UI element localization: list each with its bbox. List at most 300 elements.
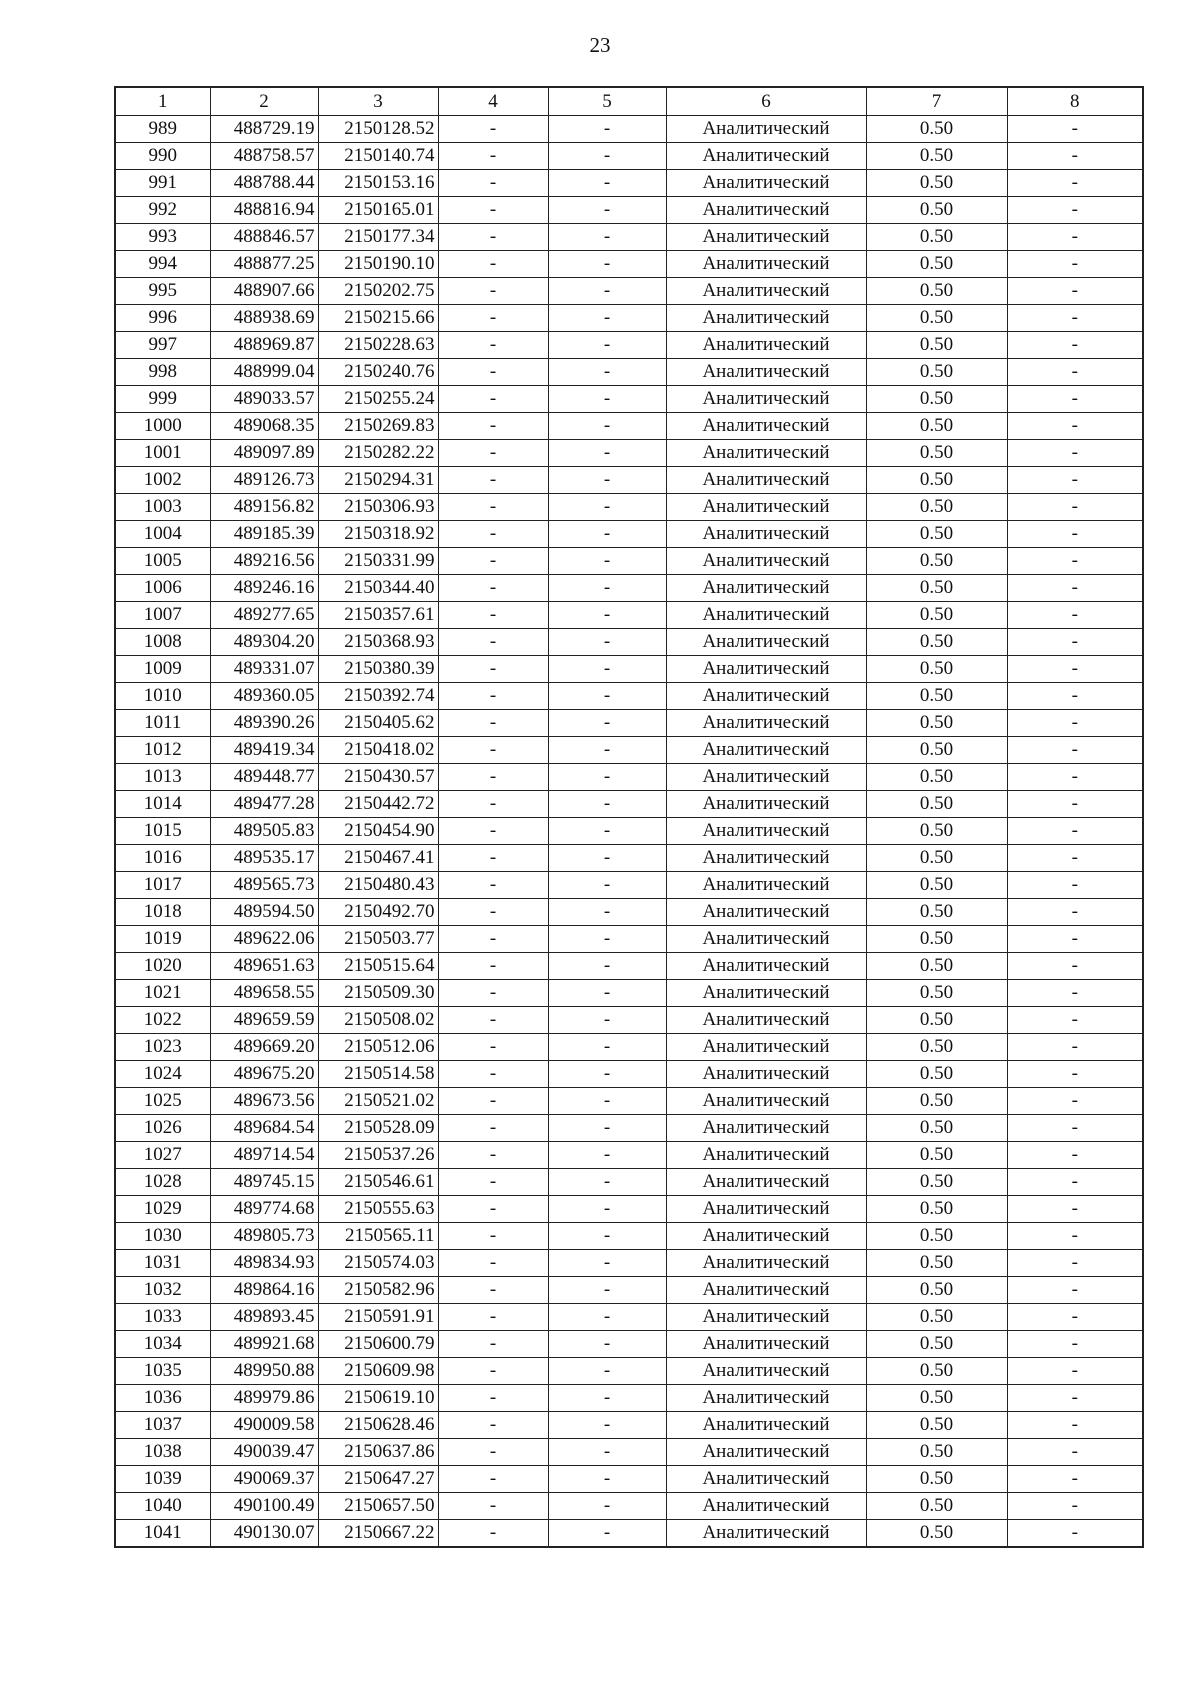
x-coordinate-cell: 489277.65 [210,602,318,629]
y-coordinate-cell: 2150619.10 [318,1385,438,1412]
x-coordinate-cell: 488729.19 [210,116,318,143]
col-4-value-cell: - [438,1277,548,1304]
col-5-value-cell: - [548,1466,666,1493]
col-4-value-cell: - [438,224,548,251]
table-row [115,1196,1143,1223]
point-number-cell: 1001 [115,440,210,467]
col-4-value-cell: - [438,1115,548,1142]
col-4-value-cell: - [438,548,548,575]
col-8-value-cell: - [1007,1520,1143,1548]
col-8-value-cell: - [1007,1439,1143,1466]
precision-cell: 0.50 [866,683,1007,710]
col-4-value-cell: - [438,1061,548,1088]
table-row [115,1331,1143,1358]
col-5-value-cell: - [548,1034,666,1061]
method-cell: Аналитический [666,1196,866,1223]
col-8-value-cell: - [1007,872,1143,899]
col-5-value-cell: - [548,413,666,440]
precision-cell: 0.50 [866,791,1007,818]
y-coordinate-cell: 2150574.03 [318,1250,438,1277]
col-4-value-cell: - [438,872,548,899]
method-cell: Аналитический [666,1088,866,1115]
col-8-value-cell: - [1007,548,1143,575]
col-4-value-cell: - [438,1331,548,1358]
table-row [115,1439,1143,1466]
col-5-value-cell: - [548,575,666,602]
column-header-2: 2 [210,87,318,116]
y-coordinate-cell: 2150509.30 [318,980,438,1007]
x-coordinate-cell: 489331.07 [210,656,318,683]
precision-cell: 0.50 [866,710,1007,737]
table-row [115,494,1143,521]
x-coordinate-cell: 488938.69 [210,305,318,332]
y-coordinate-cell: 2150565.11 [318,1223,438,1250]
col-8-value-cell: - [1007,143,1143,170]
col-5-value-cell: - [548,602,666,629]
y-coordinate-cell: 2150503.77 [318,926,438,953]
method-cell: Аналитический [666,548,866,575]
point-number-cell: 1015 [115,818,210,845]
col-5-value-cell: - [548,467,666,494]
point-number-cell: 1008 [115,629,210,656]
method-cell: Аналитический [666,1439,866,1466]
col-5-value-cell: - [548,899,666,926]
precision-cell: 0.50 [866,602,1007,629]
col-8-value-cell: - [1007,818,1143,845]
col-4-value-cell: - [438,332,548,359]
precision-cell: 0.50 [866,197,1007,224]
col-5-value-cell: - [548,1439,666,1466]
y-coordinate-cell: 2150255.24 [318,386,438,413]
col-4-value-cell: - [438,170,548,197]
col-5-value-cell: - [548,1304,666,1331]
method-cell: Аналитический [666,602,866,629]
table-row [115,1169,1143,1196]
precision-cell: 0.50 [866,305,1007,332]
y-coordinate-cell: 2150514.58 [318,1061,438,1088]
y-coordinate-cell: 2150528.09 [318,1115,438,1142]
precision-cell: 0.50 [866,737,1007,764]
col-5-value-cell: - [548,1223,666,1250]
col-8-value-cell: - [1007,1061,1143,1088]
column-header-5: 5 [548,87,666,116]
col-5-value-cell: - [548,1196,666,1223]
y-coordinate-cell: 2150480.43 [318,872,438,899]
point-number-cell: 1029 [115,1196,210,1223]
col-8-value-cell: - [1007,1169,1143,1196]
point-number-cell: 1038 [115,1439,210,1466]
y-coordinate-cell: 2150392.74 [318,683,438,710]
y-coordinate-cell: 2150240.76 [318,359,438,386]
col-5-value-cell: - [548,1088,666,1115]
method-cell: Аналитический [666,1277,866,1304]
method-cell: Аналитический [666,1304,866,1331]
point-number-cell: 1033 [115,1304,210,1331]
x-coordinate-cell: 489864.16 [210,1277,318,1304]
table-row [115,305,1143,332]
col-8-value-cell: - [1007,305,1143,332]
method-cell: Аналитический [666,521,866,548]
y-coordinate-cell: 2150667.22 [318,1520,438,1548]
y-coordinate-cell: 2150467.41 [318,845,438,872]
col-5-value-cell: - [548,683,666,710]
precision-cell: 0.50 [866,116,1007,143]
precision-cell: 0.50 [866,521,1007,548]
table-header [115,87,1143,116]
y-coordinate-cell: 2150454.90 [318,818,438,845]
table-row [115,413,1143,440]
col-4-value-cell: - [438,845,548,872]
precision-cell: 0.50 [866,332,1007,359]
x-coordinate-cell: 488907.66 [210,278,318,305]
col-8-value-cell: - [1007,710,1143,737]
table-row [115,1466,1143,1493]
col-8-value-cell: - [1007,899,1143,926]
table-row [115,278,1143,305]
precision-cell: 0.50 [866,1142,1007,1169]
method-cell: Аналитический [666,494,866,521]
col-8-value-cell: - [1007,737,1143,764]
col-8-value-cell: - [1007,521,1143,548]
method-cell: Аналитический [666,872,866,899]
table-row [115,1358,1143,1385]
table-row [115,1412,1143,1439]
col-8-value-cell: - [1007,1142,1143,1169]
x-coordinate-cell: 489448.77 [210,764,318,791]
table-row [115,548,1143,575]
point-number-cell: 1020 [115,953,210,980]
y-coordinate-cell: 2150177.34 [318,224,438,251]
column-header-4: 4 [438,87,548,116]
method-cell: Аналитический [666,764,866,791]
col-5-value-cell: - [548,1142,666,1169]
page-number: 23 [589,33,611,57]
table-row [115,791,1143,818]
table-row [115,899,1143,926]
col-8-value-cell: - [1007,1007,1143,1034]
col-8-value-cell: - [1007,494,1143,521]
y-coordinate-cell: 2150405.62 [318,710,438,737]
y-coordinate-cell: 2150492.70 [318,899,438,926]
precision-cell: 0.50 [866,845,1007,872]
col-4-value-cell: - [438,926,548,953]
x-coordinate-cell: 490130.07 [210,1520,318,1548]
y-coordinate-cell: 2150215.66 [318,305,438,332]
table-row [115,1223,1143,1250]
precision-cell: 0.50 [866,764,1007,791]
table-row [115,143,1143,170]
col-8-value-cell: - [1007,1493,1143,1520]
y-coordinate-cell: 2150628.46 [318,1412,438,1439]
col-8-value-cell: - [1007,575,1143,602]
col-5-value-cell: - [548,737,666,764]
x-coordinate-cell: 489565.73 [210,872,318,899]
col-8-value-cell: - [1007,278,1143,305]
method-cell: Аналитический [666,791,866,818]
precision-cell: 0.50 [866,1007,1007,1034]
col-4-value-cell: - [438,737,548,764]
col-4-value-cell: - [438,629,548,656]
method-cell: Аналитический [666,1061,866,1088]
method-cell: Аналитический [666,926,866,953]
point-number-cell: 1019 [115,926,210,953]
point-number-cell: 1012 [115,737,210,764]
col-4-value-cell: - [438,818,548,845]
col-5-value-cell: - [548,1520,666,1548]
table-row [115,1493,1143,1520]
x-coordinate-cell: 489675.20 [210,1061,318,1088]
x-coordinate-cell: 489834.93 [210,1250,318,1277]
table-row [115,1007,1143,1034]
method-cell: Аналитический [666,1007,866,1034]
col-5-value-cell: - [548,1358,666,1385]
precision-cell: 0.50 [866,251,1007,278]
col-8-value-cell: - [1007,1385,1143,1412]
precision-cell: 0.50 [866,1466,1007,1493]
col-5-value-cell: - [548,791,666,818]
col-4-value-cell: - [438,386,548,413]
col-8-value-cell: - [1007,791,1143,818]
precision-cell: 0.50 [866,413,1007,440]
table-row [115,1277,1143,1304]
point-number-cell: 1035 [115,1358,210,1385]
point-number-cell: 995 [115,278,210,305]
col-5-value-cell: - [548,1169,666,1196]
point-number-cell: 1007 [115,602,210,629]
x-coordinate-cell: 489505.83 [210,818,318,845]
method-cell: Аналитический [666,737,866,764]
precision-cell: 0.50 [866,1034,1007,1061]
point-number-cell: 1002 [115,467,210,494]
precision-cell: 0.50 [866,629,1007,656]
col-8-value-cell: - [1007,683,1143,710]
y-coordinate-cell: 2150647.27 [318,1466,438,1493]
y-coordinate-cell: 2150202.75 [318,278,438,305]
x-coordinate-cell: 490039.47 [210,1439,318,1466]
x-coordinate-cell: 489156.82 [210,494,318,521]
method-cell: Аналитический [666,1358,866,1385]
col-5-value-cell: - [548,1277,666,1304]
point-number-cell: 1039 [115,1466,210,1493]
point-number-cell: 1005 [115,548,210,575]
col-5-value-cell: - [548,1331,666,1358]
table-row [115,710,1143,737]
y-coordinate-cell: 2150190.10 [318,251,438,278]
x-coordinate-cell: 489185.39 [210,521,318,548]
point-number-cell: 992 [115,197,210,224]
method-cell: Аналитический [666,386,866,413]
point-number-cell: 1034 [115,1331,210,1358]
method-cell: Аналитический [666,440,866,467]
x-coordinate-cell: 488788.44 [210,170,318,197]
method-cell: Аналитический [666,710,866,737]
col-5-value-cell: - [548,170,666,197]
point-number-cell: 1006 [115,575,210,602]
precision-cell: 0.50 [866,1493,1007,1520]
col-5-value-cell: - [548,548,666,575]
precision-cell: 0.50 [866,1061,1007,1088]
method-cell: Аналитический [666,980,866,1007]
method-cell: Аналитический [666,1250,866,1277]
point-number-cell: 1040 [115,1493,210,1520]
column-header-1: 1 [115,87,210,116]
precision-cell: 0.50 [866,1412,1007,1439]
column-header-8: 8 [1007,87,1143,116]
point-number-cell: 1014 [115,791,210,818]
col-8-value-cell: - [1007,1358,1143,1385]
col-8-value-cell: - [1007,845,1143,872]
y-coordinate-cell: 2150515.64 [318,953,438,980]
precision-cell: 0.50 [866,386,1007,413]
col-5-value-cell: - [548,1007,666,1034]
precision-cell: 0.50 [866,575,1007,602]
x-coordinate-cell: 489246.16 [210,575,318,602]
table-row [115,224,1143,251]
precision-cell: 0.50 [866,1196,1007,1223]
method-cell: Аналитический [666,1385,866,1412]
col-8-value-cell: - [1007,1412,1143,1439]
col-4-value-cell: - [438,1169,548,1196]
method-cell: Аналитический [666,1466,866,1493]
col-8-value-cell: - [1007,116,1143,143]
col-4-value-cell: - [438,602,548,629]
y-coordinate-cell: 2150380.39 [318,656,438,683]
precision-cell: 0.50 [866,980,1007,1007]
table-row [115,521,1143,548]
table-row [115,980,1143,1007]
point-number-cell: 1003 [115,494,210,521]
table-row [115,467,1143,494]
x-coordinate-cell: 489921.68 [210,1331,318,1358]
table-row [115,1304,1143,1331]
col-4-value-cell: - [438,143,548,170]
y-coordinate-cell: 2150521.02 [318,1088,438,1115]
method-cell: Аналитический [666,1412,866,1439]
table-row [115,1088,1143,1115]
col-5-value-cell: - [548,521,666,548]
precision-cell: 0.50 [866,170,1007,197]
x-coordinate-cell: 489950.88 [210,1358,318,1385]
col-4-value-cell: - [438,1385,548,1412]
col-4-value-cell: - [438,494,548,521]
point-number-cell: 1032 [115,1277,210,1304]
table-row [115,1385,1143,1412]
col-5-value-cell: - [548,1061,666,1088]
point-number-cell: 1010 [115,683,210,710]
x-coordinate-cell: 490009.58 [210,1412,318,1439]
method-cell: Аналитический [666,899,866,926]
col-4-value-cell: - [438,1223,548,1250]
point-number-cell: 1037 [115,1412,210,1439]
col-5-value-cell: - [548,1250,666,1277]
precision-cell: 0.50 [866,1223,1007,1250]
coordinates-table [114,86,1144,1548]
x-coordinate-cell: 489684.54 [210,1115,318,1142]
y-coordinate-cell: 2150430.57 [318,764,438,791]
point-number-cell: 1000 [115,413,210,440]
table-row [115,926,1143,953]
table-row [115,116,1143,143]
precision-cell: 0.50 [866,1385,1007,1412]
col-4-value-cell: - [438,1034,548,1061]
precision-cell: 0.50 [866,656,1007,683]
x-coordinate-cell: 489979.86 [210,1385,318,1412]
col-8-value-cell: - [1007,1223,1143,1250]
x-coordinate-cell: 489714.54 [210,1142,318,1169]
y-coordinate-cell: 2150546.61 [318,1169,438,1196]
table-row [115,872,1143,899]
col-4-value-cell: - [438,791,548,818]
table-row [115,1115,1143,1142]
method-cell: Аналитический [666,305,866,332]
point-number-cell: 1018 [115,899,210,926]
col-4-value-cell: - [438,251,548,278]
col-8-value-cell: - [1007,602,1143,629]
col-8-value-cell: - [1007,467,1143,494]
precision-cell: 0.50 [866,1250,1007,1277]
x-coordinate-cell: 489068.35 [210,413,318,440]
col-5-value-cell: - [548,440,666,467]
point-number-cell: 993 [115,224,210,251]
col-4-value-cell: - [438,1493,548,1520]
precision-cell: 0.50 [866,359,1007,386]
table-row [115,602,1143,629]
precision-cell: 0.50 [866,1358,1007,1385]
point-number-cell: 1024 [115,1061,210,1088]
y-coordinate-cell: 2150153.16 [318,170,438,197]
y-coordinate-cell: 2150368.93 [318,629,438,656]
method-cell: Аналитический [666,1331,866,1358]
table-row [115,386,1143,413]
table-row [115,764,1143,791]
point-number-cell: 1030 [115,1223,210,1250]
x-coordinate-cell: 489893.45 [210,1304,318,1331]
method-cell: Аналитический [666,1169,866,1196]
precision-cell: 0.50 [866,224,1007,251]
method-cell: Аналитический [666,575,866,602]
col-5-value-cell: - [548,359,666,386]
x-coordinate-cell: 489745.15 [210,1169,318,1196]
point-number-cell: 1022 [115,1007,210,1034]
table-row [115,440,1143,467]
x-coordinate-cell: 489673.56 [210,1088,318,1115]
table-row [115,575,1143,602]
col-5-value-cell: - [548,845,666,872]
col-8-value-cell: - [1007,197,1143,224]
col-8-value-cell: - [1007,1196,1143,1223]
col-5-value-cell: - [548,710,666,737]
precision-cell: 0.50 [866,1304,1007,1331]
method-cell: Аналитический [666,359,866,386]
table-row [115,845,1143,872]
point-number-cell: 991 [115,170,210,197]
col-8-value-cell: - [1007,980,1143,1007]
col-8-value-cell: - [1007,386,1143,413]
point-number-cell: 1026 [115,1115,210,1142]
col-4-value-cell: - [438,440,548,467]
precision-cell: 0.50 [866,926,1007,953]
precision-cell: 0.50 [866,1520,1007,1548]
precision-cell: 0.50 [866,953,1007,980]
col-5-value-cell: - [548,1115,666,1142]
point-number-cell: 996 [115,305,210,332]
col-8-value-cell: - [1007,251,1143,278]
method-cell: Аналитический [666,629,866,656]
method-cell: Аналитический [666,143,866,170]
x-coordinate-cell: 488999.04 [210,359,318,386]
method-cell: Аналитический [666,1520,866,1548]
precision-cell: 0.50 [866,143,1007,170]
